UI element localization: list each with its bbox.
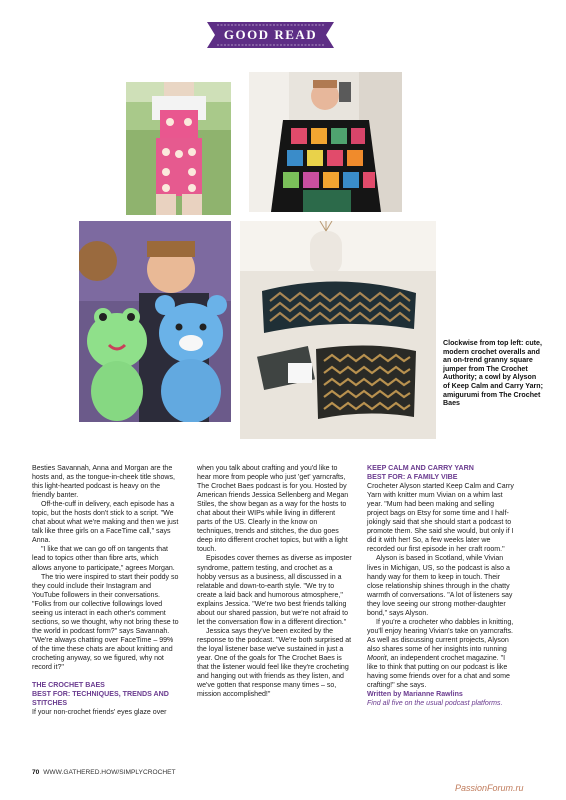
photo-caption: Clockwise from top left: cute, modern crochet overalls and an on-trend granny square jumper from The Crochet Authority; a cowl by Alyson of Keep Calm and Carry Yarn; amigurumi from The Crochet Baes	[443, 339, 544, 408]
col3-paragraph-3	[367, 618, 517, 690]
footer-url: WWW.GATHERED.HOW/SIMPLYCROCHET	[43, 769, 176, 776]
magazine-title: Moorit	[367, 654, 387, 662]
page-footer	[32, 769, 176, 776]
col1-paragraph-2: Off-the-cuff in delivery, each episode has a topic, but the hosts don't stick to a script. "We chat about what we're making and then we just talk like three girls on a FaceTime call," says Anna.	[32, 501, 179, 545]
col1-paragraph-5: If your non-crochet friends' eyes glaze over	[32, 709, 167, 717]
banner-label: GOOD READ	[223, 27, 318, 42]
heading-best-for: BEST FOR: A FAMILY VIBE	[367, 473, 458, 482]
photo-amigurumi	[79, 221, 231, 422]
text-run: If you're a crocheter who dabbles in knitting, you'll enjoy hearing Vivian's take on yarncrafts. As well as discussing current projects, Alyson also shares some of her insights into running	[367, 618, 514, 653]
col3-paragraph-2: Alyson is based in Scotland, while Vivian lives in Michigan, US, so the podcast is also a handy way for them to keep in touch. Their close relationship shines through in the chatty warmth of conversations. "A lot of listeners say they love seeing our strong mother-daughter bond," says Alyson.	[367, 555, 513, 617]
photo-overalls	[126, 82, 231, 215]
article-column-3	[367, 464, 517, 708]
article-column-2	[197, 464, 352, 699]
byline: Written by Marianne Rawlins	[367, 691, 463, 699]
col3-paragraph-1: Crocheter Alyson started Keep Calm and Carry Yarn with knitter mum Vivian on a whim last year. "Mum had been making and selling project bags on Etsy for some time and I half-jokingly said that she should start a podcast to promote them. She said she would, but only if I did it with her! So, a few weeks later we recorded our first episode in her craft room."	[367, 483, 514, 554]
section-heading-crochet-baes	[32, 681, 180, 708]
col2-paragraph-2: Episodes cover themes as diverse as imposter syndrome, pattern testing, and crochet as a hobby versus as a business, all discussed in a relatable and down-to-earth style. "We try to create a laid back and humorous atmosphere," explains Jessica. "We're two best friends talking about our shared passion, but we're not afraid to let the conversation flow in a different direction."	[197, 555, 352, 626]
text-run: , an independent crochet magazine. "I like to think that putting on our podcast is like having some friends over for a chat and some crafting!" she says.	[367, 654, 510, 690]
page-number: 70	[32, 769, 40, 776]
photo-jumper	[249, 72, 402, 212]
col1-paragraph-1: Besties Savannah, Anna and Morgan are the hosts and, as the tongue-in-cheek title shows, this light-hearted podcast is heavy on the friendly banter.	[32, 465, 175, 500]
col1-paragraph-3: "I like that we can go off on tangents that lead to topics other than fibre arts, which allows anyone to participate," agrees Morgan.	[32, 546, 175, 572]
heading-title: THE CROCHET BAES	[32, 681, 105, 690]
photo-cowls	[240, 221, 436, 439]
platform-credit: Find all five on the usual podcast platforms.	[367, 700, 503, 708]
col1-paragraph-4: The trio were inspired to start their poddy so they could include their Instagram and YouTube followers in their conversations. "Folks from our collective followings loved seeing us interact in each other's comment sections, so we thought, why not bring these to the world in podcast form?" says Savannah. "We're always chatting over FaceTime – 99% of the time these chats are about knitting and crocheting anyway, so we figured, why not record it?"	[32, 573, 179, 672]
watermark: PassionForum.ru	[455, 783, 524, 793]
col2-paragraph-1: when you talk about crafting and you'd like to hear more from people who just 'get' yarncrafts, The Crochet Baes podcast is for you. Hosted by American friends Jessica Sellenberg and Megan Stiles, the show began as a way for the hosts to chat about their WIPs while living in different parts of the US. Clearly in the know on techniques, trends and stitches, the duo goes deep into different crochet topics, but with a light touch.	[197, 465, 349, 554]
section-heading-keep-calm	[367, 464, 517, 482]
heading-best-for: BEST FOR: TECHNIQUES, TRENDS AND STITCHES	[32, 690, 169, 708]
heading-title: KEEP CALM AND CARRY YARN	[367, 464, 474, 472]
article-column-1	[32, 464, 180, 717]
col2-paragraph-3: Jessica says they've been excited by the response to the podcast. "We're both surprised at the loyal listener base we've sustained in just a year. One of the goals for The Crochet Baes is that the listener would feel like they're crocheting and hanging out with friends as they listen, and we've gotten that response many times – so, mission accomplished!"	[197, 627, 352, 699]
